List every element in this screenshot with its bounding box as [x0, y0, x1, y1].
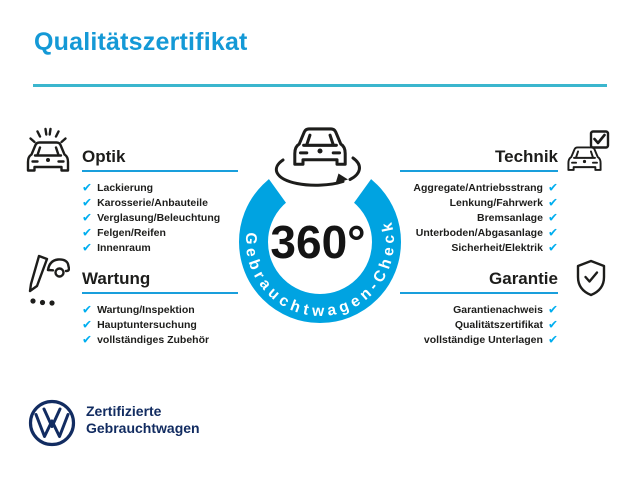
item-label: Karosserie/Anbauteile [97, 196, 208, 209]
section-optik [82, 144, 238, 255]
checklist-item [82, 195, 238, 210]
ring-label: Gebrauchtwagen-Check [241, 220, 399, 321]
checklist-item [400, 225, 558, 240]
checklist-item [400, 302, 558, 317]
item-label: Hauptuntersuchung [97, 318, 197, 331]
check-icon: ✔ [82, 210, 93, 224]
check-icon: ✔ [547, 240, 558, 254]
check-icon: ✔ [547, 302, 558, 316]
item-label: Verglasung/Beleuchtung [97, 211, 221, 224]
item-label: Bremsanlage [476, 211, 543, 224]
section-technik-title: Technik [400, 144, 558, 172]
check-icon: ✔ [82, 302, 93, 316]
checklist-item [82, 180, 238, 195]
service-checklist-icon [26, 253, 70, 307]
item-label: Qualitätszertifikat [454, 318, 543, 331]
item-label: Sicherheit/Elektrik [451, 241, 543, 254]
item-label: Lackierung [97, 181, 154, 194]
item-label: Lenkung/Fahrwerk [449, 196, 543, 209]
wartung-checklist [82, 302, 238, 347]
check-icon: ✔ [82, 195, 93, 209]
header-divider [33, 84, 607, 87]
section-garantie-title: Garantie [400, 266, 558, 294]
check-icon: ✔ [82, 332, 93, 346]
check-icon: ✔ [547, 225, 558, 239]
checklist-item [82, 302, 238, 317]
checklist-item [82, 240, 238, 255]
section-optik-title: Optik [82, 144, 238, 172]
check-icon: ✔ [547, 180, 558, 194]
checklist-item [82, 225, 238, 240]
checklist-item [400, 210, 558, 225]
360-check-badge [222, 110, 418, 338]
vw-logo [27, 398, 77, 448]
check-icon: ✔ [547, 332, 558, 346]
checklist-item [400, 332, 558, 347]
checklist-item [82, 210, 238, 225]
section-garantie [400, 266, 558, 347]
check-icon: ✔ [547, 317, 558, 331]
brand-label [86, 403, 200, 437]
checklist-item [82, 317, 238, 332]
checklist-item [400, 195, 558, 210]
page-title: Qualitätszertifikat [34, 28, 248, 56]
checklist-item [82, 332, 238, 347]
check-icon: ✔ [547, 195, 558, 209]
item-label: vollständiges Zubehör [97, 333, 210, 346]
car-checkbox-icon [566, 130, 610, 176]
section-wartung [82, 266, 238, 347]
item-label: Wartung/Inspektion [97, 303, 195, 316]
section-technik [400, 144, 558, 255]
checklist-item [400, 317, 558, 332]
car-front-shine-icon [25, 127, 71, 177]
brand-label-line2: Gebrauchtwagen [86, 420, 200, 436]
check-icon: ✔ [82, 225, 93, 239]
garantie-checklist [400, 302, 558, 347]
item-label: Garantienachweis [453, 303, 543, 316]
shield-check-icon [575, 259, 607, 297]
technik-checklist [400, 180, 558, 255]
check-icon: ✔ [82, 317, 93, 331]
item-label: Aggregate/Antriebsstrang [413, 181, 543, 194]
check-icon: ✔ [547, 210, 558, 224]
checklist-item [400, 240, 558, 255]
section-wartung-title: Wartung [82, 266, 238, 294]
item-label: Innenraum [97, 241, 151, 254]
check-icon: ✔ [82, 180, 93, 194]
degree-value: 360° [270, 216, 366, 268]
item-label: vollständige Unterlagen [423, 333, 543, 346]
check-icon: ✔ [82, 240, 93, 254]
optik-checklist [82, 180, 238, 255]
brand-label-line1: Zertifizierte [86, 403, 162, 419]
item-label: Felgen/Reifen [97, 226, 166, 239]
item-label: Unterboden/Abgasanlage [415, 226, 543, 239]
checklist-item [400, 180, 558, 195]
